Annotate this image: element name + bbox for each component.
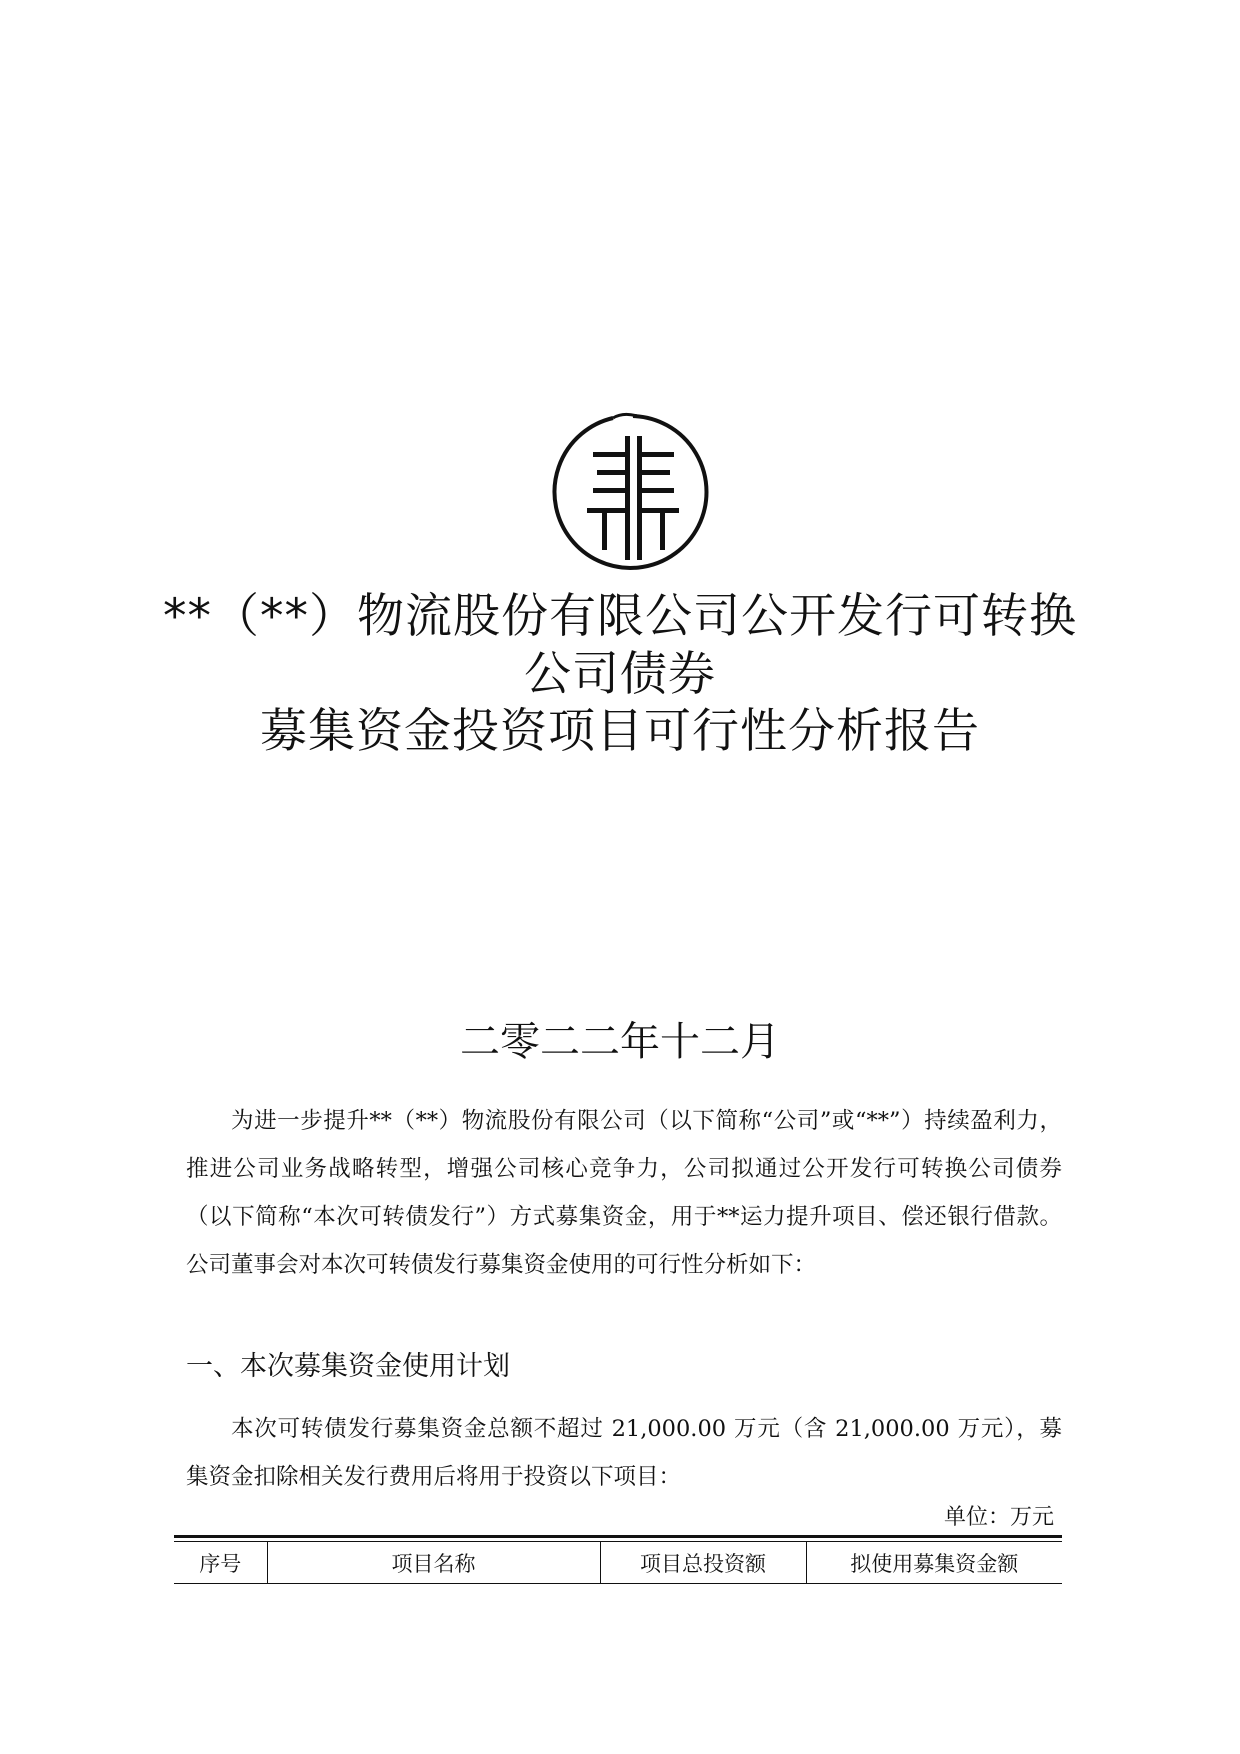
intro-paragraph: 为进一步提升**（**）物流股份有限公司（以下简称“公司”或“**”）持续盈利力，推进公司业务战略转型，增强公司核心竞争力，公司拟通过公开发行可转换公司债券（以下简称“本次可转债发行”）方式募集资金，用于**运力提升项目、偿还银行借款。公司董事会对本次可转债发行募集资金使用的可行性分析如下： [186,1108,1062,1278]
company-logo [551,410,715,582]
table-header-cell: 项目名称 [267,1542,600,1584]
table-header-row [174,1542,1062,1584]
table-header-cell: 拟使用募集资金额 [806,1542,1062,1584]
document-title-line-2: 公司债券 [524,647,716,702]
section-heading: 一、本次募集资金使用计划 [186,1351,510,1382]
investment-table [174,1535,1062,1584]
document-title-line-1: **（**）物流股份有限公司公开发行可转换 [163,589,1077,644]
unit-label: 单位：万元 [943,1505,1054,1530]
section-paragraph: 本次可转债发行募集资金总额不超过 21,000.00 万元（含 21,000.00 万元），募集资金扣除相关发行费用后将用于投资以下项目： [186,1416,1062,1490]
document-title-line-3: 募集资金投资项目可行性分析报告 [260,704,980,759]
table-header-cell: 项目总投资额 [600,1542,806,1584]
document-date: 二零二二年十二月 [460,1019,780,1065]
company-logo-icon [551,410,715,582]
table-header-cell: 序号 [174,1542,267,1584]
